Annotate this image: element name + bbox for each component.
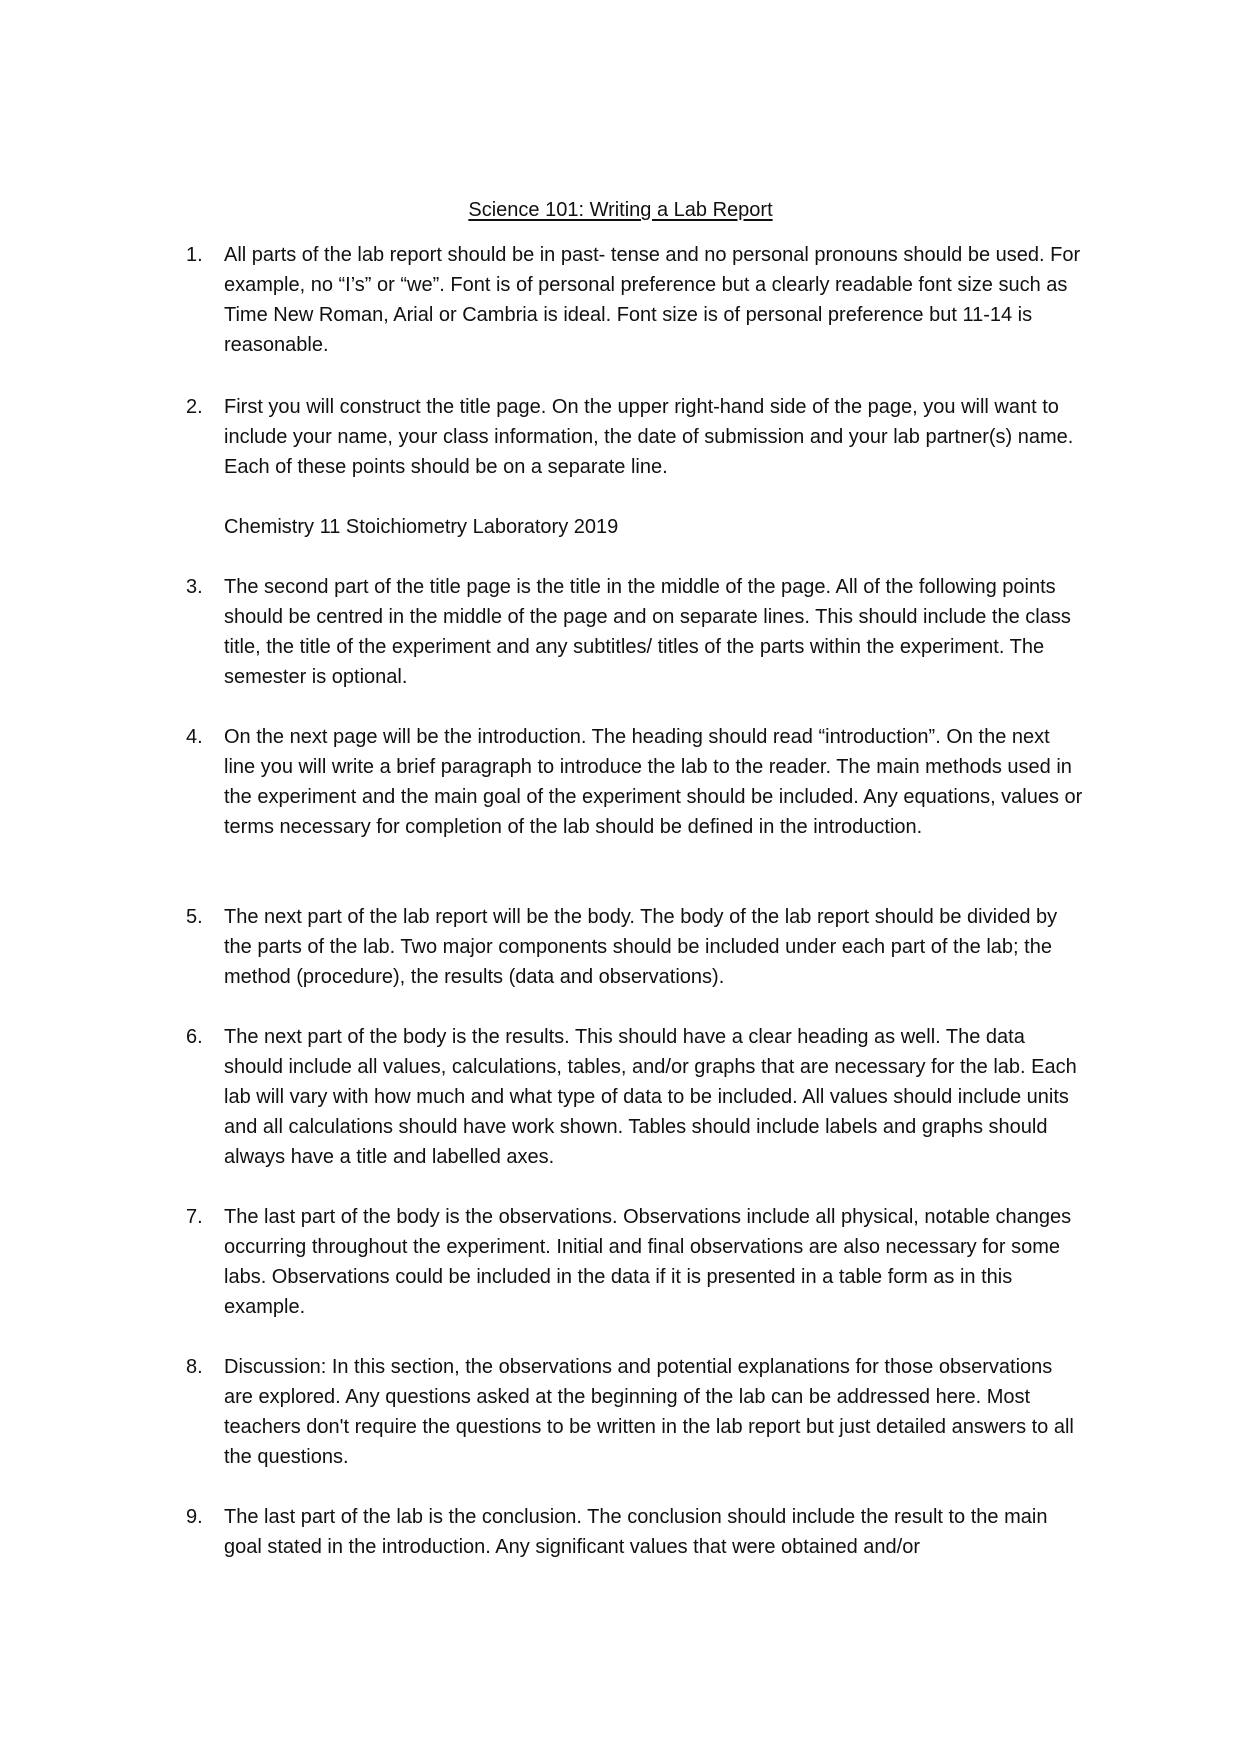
list-item [186,240,1086,360]
list-item [186,1202,1086,1322]
item-text: The second part of the title page is the title in the middle of the page. All of the following points should be centred in the middle of the page and on separate lines. This should include the class title, the title of the experiment and any subtitles/ titles of the parts within the experiment. The semester is optional. [224,576,1071,688]
list-item [186,572,1086,692]
item-number: 9. [186,1506,203,1528]
item-text: All parts of the lab report should be in past- tense and no personal pronouns should be used. For example, no “I’s” or “we”. Font is of personal preference but a clearly readable font size such as Time New Roman, Arial or Cambria is ideal. Font size is of personal preference but 11-14 is reasonable. [224,244,1081,356]
list-item [186,1502,1086,1562]
document-title: Science 101: Writing a Lab Report [468,199,773,221]
item-text: Discussion: In this section, the observations and potential explanations for those observations are explored. Any questions asked at the beginning of the lab can be addressed here. Most teachers don't require the questions to be written in the lab report but just detailed answers to all the questions. [224,1356,1074,1468]
list-item [186,392,1086,482]
item-number: 5. [186,906,203,928]
item-number: 1. [186,244,203,266]
item-number: 6. [186,1026,203,1048]
list-item [186,1022,1086,1172]
item-text: On the next page will be the introduction. The heading should read “introduction”. On the next line you will write a brief paragraph to introduce the lab to the reader. The main methods used in the experiment and the main goal of the experiment should be included. Any equations, values or terms necessary for completion of the lab should be defined in the introduction. [224,726,1083,838]
item-text: The last part of the lab is the conclusion. The conclusion should include the result to the main goal stated in the introduction. Any significant values that were obtained and/or [224,1506,1048,1558]
list-item [186,722,1086,842]
item-text: First you will construct the title page. On the upper right-hand side of the page, you will want to include your name, your class information, the date of submission and your lab partner(s) name. Each of these points should be on a separate line. [224,396,1074,478]
list-item [186,1352,1086,1472]
item-number: 3. [186,576,203,598]
list-item [186,902,1086,992]
item-number: 7. [186,1206,203,1228]
item-number: 2. [186,396,203,418]
item-text: The next part of the body is the results. This should have a clear heading as well. The data should include all values, calculations, tables, and/or graphs that are necessary for the lab. Each lab will vary with how much and what type of data to be included. All values should include units and all calculations should have work shown. Tables should include labels and graphs should always have a title and labelled axes. [224,1026,1077,1168]
item-text: The last part of the body is the observations. Observations include all physical, notable changes occurring throughout the experiment. Initial and final observations are also necessary for some labs. Observations could be included in the data if it is presented in a table form as in this example. [224,1206,1072,1318]
example-title: Chemistry 11 Stoichiometry Laboratory 2019 [224,516,619,538]
item-number: 8. [186,1356,203,1378]
item-text: The next part of the lab report will be the body. The body of the lab report should be divided by the parts of the lab. Two major components should be included under each part of the lab; the method (procedure), the results (data and observations). [224,906,1058,988]
item-number: 4. [186,726,203,748]
